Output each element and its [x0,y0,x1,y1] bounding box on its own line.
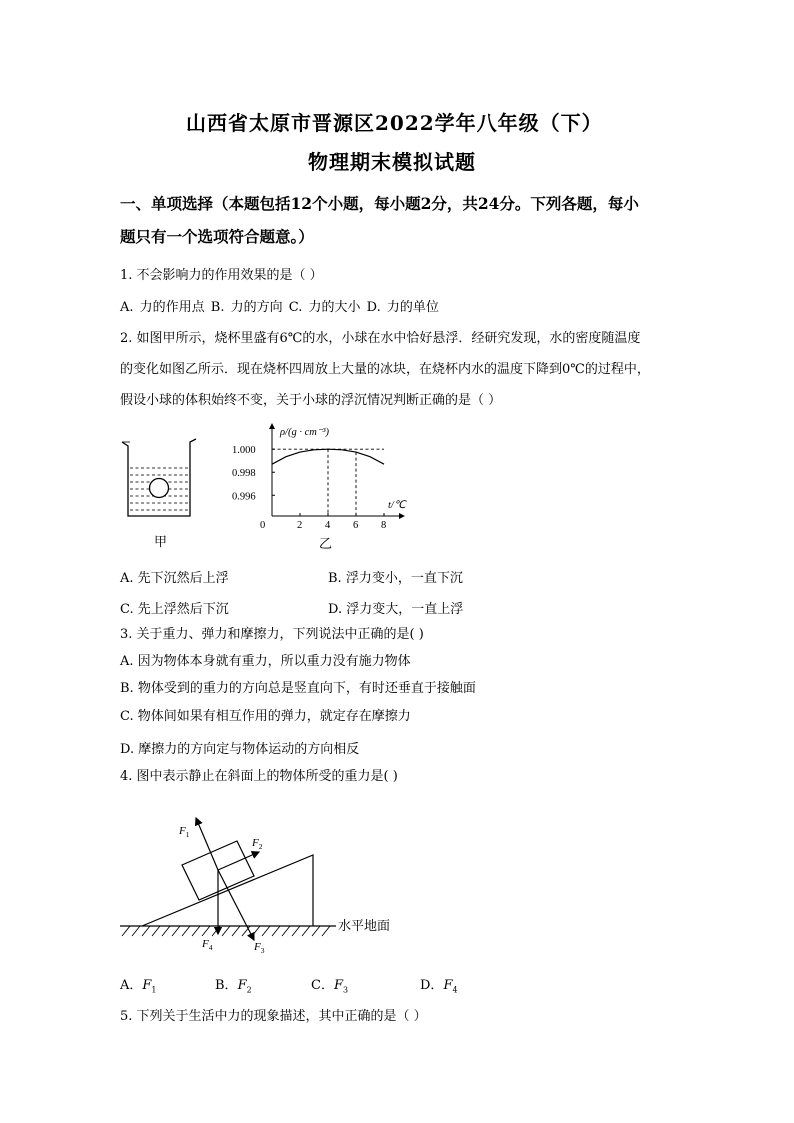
x-axis-label: t/℃ [388,500,406,511]
x-tick-label: 4 [325,520,331,531]
x-tick-label: 6 [353,520,359,531]
question-2-stem-line3: 假设小球的体积始终不变，关于小球的浮沉情况判断正确的是（ ） [120,393,502,408]
question-2-option-a: A. 先下沉然后上浮 [120,571,229,586]
section-heading-line1: 一、单项选择（本题包括12个小题，每小题2分，共24分。下列各题，每小 [120,194,639,213]
page-subtitle: 物理期末模拟试题 [308,150,476,174]
page-title: 山西省太原市晋源区2022学年八年级（下） [186,111,603,135]
incline-figure [118,810,408,960]
force-f1-label: $F_1$ [179,825,190,839]
question-2-stem-line1: 2. 如图甲所示，烧杯里盛有6℃的水，小球在水中恰好悬浮．经研究发现，水的密度随温度 [120,331,641,346]
x-tick-label: 2 [297,520,303,531]
y-tick-label: 1.000 [232,445,256,457]
question-3-option-b: B. 物体受到的重力的方向总是竖直向下，有时还垂直于接触面 [120,681,476,696]
figure-yi-label: 乙 [319,536,333,551]
question-4-option-c: C．$F_3$ [311,978,349,995]
x-tick-label: 8 [381,520,387,531]
beaker-figure [120,430,200,552]
question-3-option-d: D. 摩擦力的方向定与物体运动的方向相反 [120,742,360,757]
question-4-option-a: A．$F_1$ [120,978,157,995]
question-2-option-d: D. 浮力变大，一直上浮 [328,602,464,617]
question-4-option-b: B．$F_2$ [215,978,252,995]
y-tick-label: 0.996 [232,491,256,503]
density-chart [228,420,410,552]
question-2-option-c: C. 先上浮然后下沉 [120,602,229,617]
question-4-option-d: D．$F_4$ [420,978,458,995]
force-f2-label: $F_2$ [252,837,263,851]
question-3-option-a: A. 因为物体本身就有重力，所以重力没有施力物体 [120,654,411,669]
force-f3-label: $F_3$ [254,941,265,955]
question-1-options: A. 力的作用点 B. 力的方向 C. 力的大小 D. 力的单位 [120,300,439,315]
question-5-stem: 5. 下列关于生活中力的现象描述，其中正确的是（ ） [120,1009,427,1024]
y-tick-label: 0.998 [232,468,256,480]
ball [150,479,169,498]
section-heading-line2: 题只有一个选项符合题意。） [120,227,314,246]
question-3-option-c: C. 物体间如果有相互作用的弹力，就定存在摩擦力 [120,709,411,724]
question-3-stem: 3. 关于重力、弹力和摩擦力，下列说法中正确的是( ) [120,627,424,642]
ground-hatch [122,926,330,936]
x-tick-label: 0 [260,520,266,531]
question-4-stem: 4. 图中表示静止在斜面上的物体所受的重力是( ) [120,769,398,784]
ground-label: 水平地面 [338,918,391,933]
question-1-stem: 1. 不会影响力的作用效果的是（ ） [120,268,323,283]
question-2-stem-line2: 的变化如图乙所示．现在烧杯四周放上大量的冰块，在烧杯内水的温度下降到0℃的过程中， [120,362,650,377]
force-f4-label: $F_4$ [202,938,213,952]
question-2-option-b: B. 浮力变小，一直下沉 [328,571,463,586]
figure-jia-label: 甲 [154,534,168,549]
y-axis-label: ρ/(g · cm⁻³) [280,427,330,438]
